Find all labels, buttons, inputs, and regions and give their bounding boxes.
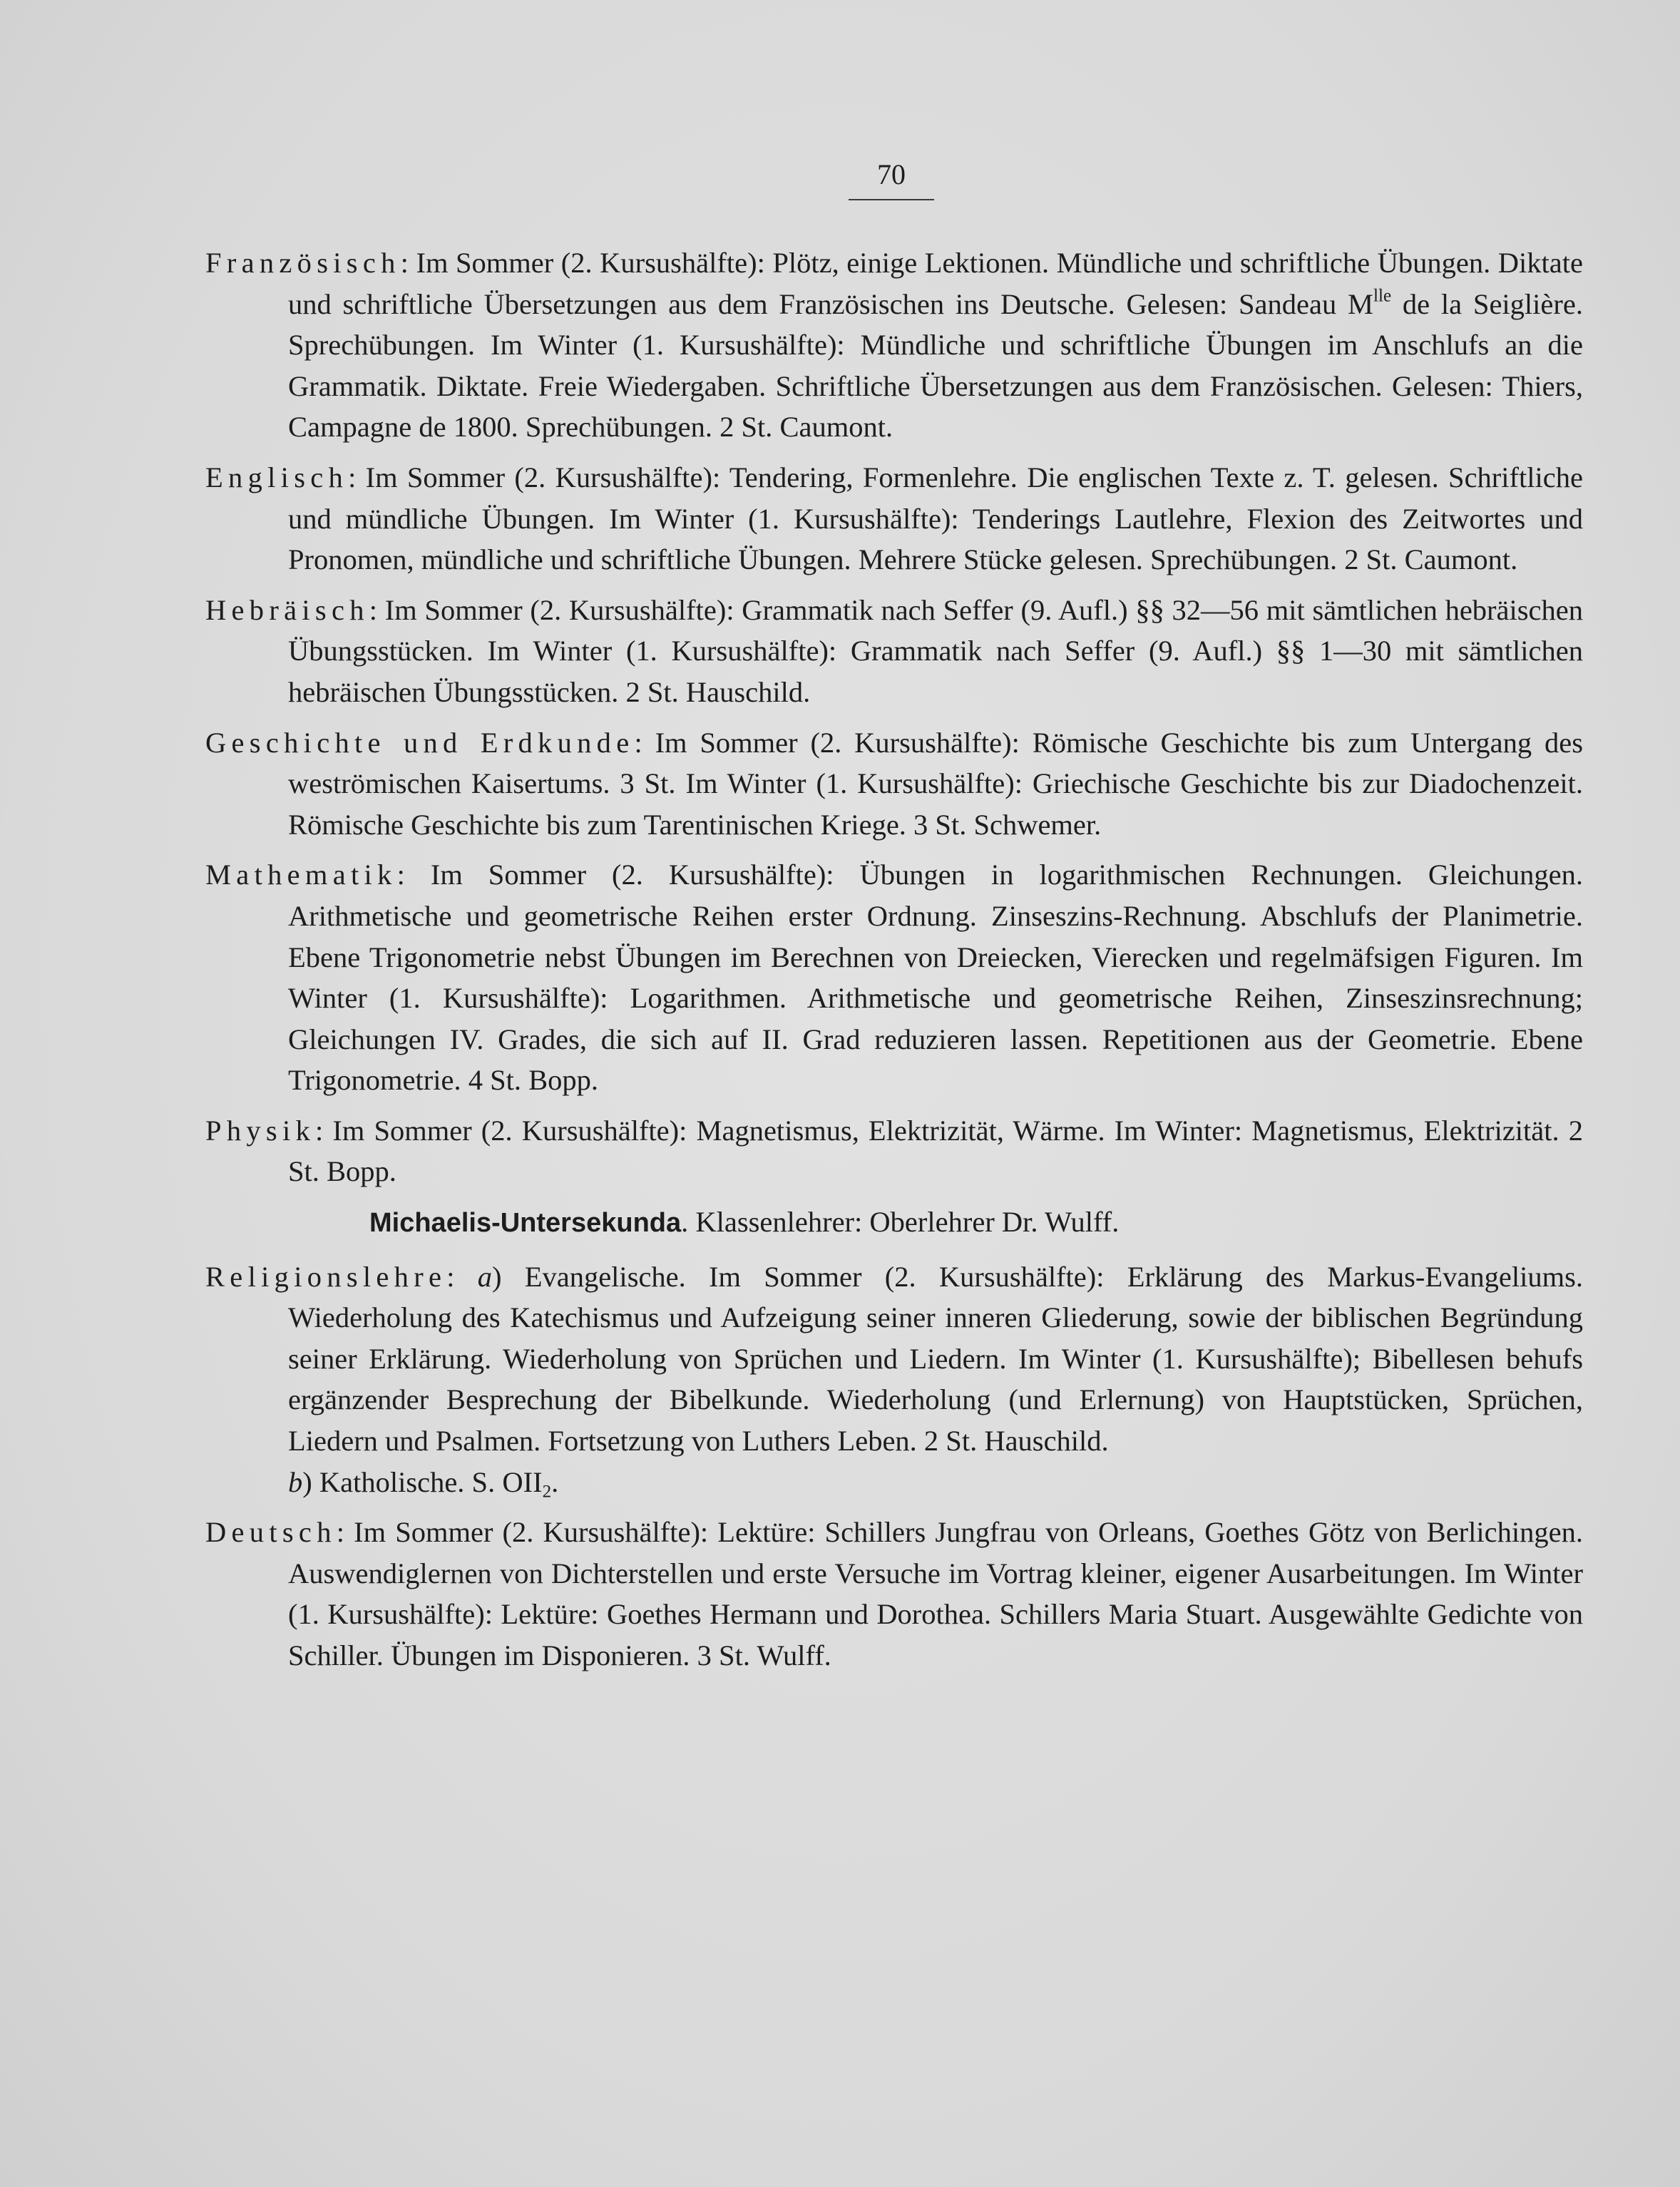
- entry-text: Im Sommer (2. Kursushälfte): Plötz, einige Lektionen. Mündliche und schriftliche Übungen. Diktate und schriftliche Übersetzungen aus dem Französischen ins Deutsche. Gelesen: Sandeau M: [288, 247, 1583, 320]
- subject-label: Physik: [205, 1114, 316, 1147]
- subject-label: Mathematik: [205, 859, 397, 891]
- entry-text-continued: de la Seiglière. Sprechübungen. Im Winter (1. Kursushälfte): Mündliche und schriftliche Übungen im Anschlufs an die Grammatik. Diktate. Freie Wiedergaben. Schriftliche Übersetzungen aus dem Französischen. Gelesen: Thiers, Campagne de 1800. Sprechübungen. 2 St. Caumont.: [288, 287, 1583, 444]
- entry-geschichte: Geschichte und Erdkunde: Im Sommer (2. Kursushälfte): Römische Geschichte bis zum Untergang des weströmischen Kaisertums. 3 St. Im Winter (1. Kursushälfte): Griechische Geschichte bis zur Diadochenzeit. Römische Geschichte bis zum Tarentinischen Kriege. 3 St. Schwemer.: [205, 726, 1583, 841]
- class-name: Michaelis-Untersekunda: [369, 1208, 682, 1239]
- list-marker-b: b: [288, 1465, 303, 1498]
- subject-label: Hebräisch: [205, 593, 369, 626]
- entry-text: Im Sommer (2. Kursushälfte): Magnetismus, Elektrizität, Wärme. Im Winter: Magnetismus, Elektrizität. 2 St. Bopp.: [288, 1114, 1583, 1188]
- entry-text: Im Sommer (2. Kursushälfte): Römische Geschichte bis zum Untergang des weströmischen Kaisertums. 3 St. Im Winter (1. Kursushälfte): Griechische Geschichte bis zur Diadochenzeit. Römische Geschichte bis zum Tarentinischen Kriege. 3 St. Schwemer.: [288, 726, 1583, 841]
- subject-label: Englisch: [205, 461, 349, 493]
- entry-text: Im Sommer (2. Kursushälfte): Grammatik nach Seffer (9. Aufl.) §§ 32—56 mit sämtlichen hebräischen Übungsstücken. Im Winter (1. Kursushälfte): Grammatik nach Seffer (9. Aufl.) §§ 1—30 mit sämtlichen hebräischen Übungsstücken. 2 St. Hauschild.: [288, 593, 1583, 708]
- subject-label: Deutsch: [205, 1516, 337, 1549]
- class-heading: [205, 1202, 1583, 1244]
- entry-hebraeisch: Hebräisch: Im Sommer (2. Kursushälfte): Grammatik nach Seffer (9. Aufl.) §§ 32—56 mit sämtlichen hebräischen Übungsstücken. Im Winter (1. Kursushälfte): Grammatik nach Seffer (9. Aufl.) §§ 1—30 mit sämtlichen hebräischen Übungsstücken. 2 St. Hauschild.: [205, 593, 1583, 708]
- entry-text: Im Sommer (2. Kursushälfte): Lektüre: Schillers Jungfrau von Orleans, Goethes Götz von Berlichingen. Auswendiglernen von Dichterstellen und erste Versuche im Vortrag kleiner, eigener Ausarbeitungen. Im Winter (1. Kursushälfte): Lektüre: Goethes Hermann und Dorothea. Schillers Maria Stuart. Ausgewählte Gedichte von Schiller. Übungen im Disponieren. 3 St. Wulff.: [288, 1516, 1583, 1671]
- entry-mathematik: Mathematik: Im Sommer (2. Kursushälfte): Übungen in logarithmischen Rechnungen. Gleichungen. Arithmetische und geometrische Reihen erster Ordnung. Zinseszins-Rechnung. Abschlufs der Planimetrie. Ebene Trigonometrie nebst Übungen im Berechnen von Dreiecken, Vierecken und regelmäfsigen Figuren. Im Winter (1. Kursushälfte): Logarithmen. Arithmetische und geometrische Reihen, Zinseszinsrechnung; Gleichungen IV. Grades, die sich auf II. Grad reduzieren lassen. Repetitionen aus der Geometrie. Ebene Trigonometrie. 4 St. Bopp.: [205, 859, 1583, 1097]
- entry-deutsch: Deutsch: Im Sommer (2. Kursushälfte): Lektüre: Schillers Jungfrau von Orleans, Goethes Götz von Berlichingen. Auswendiglernen von Dichterstellen und erste Versuche im Vortrag kleiner, eigener Ausarbeitungen. Im Winter (1. Kursushälfte): Lektüre: Goethes Hermann und Dorothea. Schillers Maria Stuart. Ausgewählte Gedichte von Schiller. Übungen im Disponieren. 3 St. Wulff.: [205, 1516, 1583, 1671]
- entry-text-end: .: [551, 1465, 559, 1498]
- entry-text-evangelisch: ) Evangelische. Im Sommer (2. Kursushälfte): Erklärung des Markus-Evangeliums. Wiederholung des Katechismus und Aufzeigung seiner inneren Gliederung, sowie der biblischen Begründung seiner Erklärung. Wiederholung von Sprüchen und Liedern. Im Winter (1. Kursushälfte); Bibellesen behufs ergänzender Besprechung der Bibelkunde. Wiederholung (und Erlernung) von Hauptstücken, Sprüchen, Liedern und Psalmen. Fortsetzung von Luthers Leben. 2 St. Hauschild.: [288, 1260, 1583, 1458]
- class-teacher: . Klassenlehrer: Oberlehrer Dr. Wulff.: [681, 1206, 1120, 1239]
- subscript: 2: [542, 1482, 552, 1502]
- entry-text: Im Sommer (2. Kursushälfte): Übungen in logarithmischen Rechnungen. Gleichungen. Arithmetische und geometrische Reihen erster Ordnung. Zinseszins-Rechnung. Abschlufs der Planimetrie. Ebene Trigonometrie nebst Übungen im Berechnen von Dreiecken, Vierecken und regelmäfsigen Figuren. Im Winter (1. Kursushälfte): Logarithmen. Arithmetische und geometrische Reihen, Zinseszinsrechnung; Gleichungen IV. Grades, die sich auf II. Grad reduzieren lassen. Repetitionen aus der Geometrie. Ebene Trigonometrie. 4 St. Bopp.: [288, 859, 1583, 1097]
- page-number: 70: [849, 160, 934, 200]
- list-marker-a: a: [477, 1260, 493, 1293]
- entry-text-katholisch: ) Katholische. S. OII: [302, 1465, 543, 1498]
- subject-label: Geschichte und Erdkunde: [205, 726, 635, 759]
- entry-englisch: Englisch: Im Sommer (2. Kursushälfte): Tendering, Formenlehre. Die englischen Texte z. T. gelesen. Schriftliche und mündliche Übungen. Im Winter (1. Kursushälfte): Tenderings Lautlehre, Flexion des Zeitwortes und Pronomen, mündliche und schriftliche Übungen. Mehrere Stücke gelesen. Sprechübungen. 2 St. Caumont.: [205, 461, 1583, 576]
- entry-physik: Physik: Im Sommer (2. Kursushälfte): Magnetismus, Elektrizität, Wärme. Im Winter: Magnetismus, Elektrizität. 2 St. Bopp.: [205, 1114, 1583, 1188]
- entry-text: Im Sommer (2. Kursushälfte): Tendering, Formenlehre. Die englischen Texte z. T. gelesen. Schriftliche und mündliche Übungen. Im Winter (1. Kursushälfte): Tenderings Lautlehre, Flexion des Zeitwortes und Pronomen, mündliche und schriftliche Übungen. Mehrere Stücke gelesen. Sprechübungen. 2 St. Caumont.: [288, 461, 1583, 576]
- entry-franzoesisch: Französisch: Im Sommer (2. Kursushälfte): Plötz, einige Lektionen. Mündliche und schriftliche Übungen. Diktate und schriftliche Übersetzungen aus dem Französischen ins Deutsche. Gelesen: Sandeau $M^{lle}$ de la Seiglière. Sprechübungen. Im Winter (1. Kursushälfte): Mündliche und schriftliche Übungen im Anschlufs an die Grammatik. Diktate. Freie Wiedergaben. Schriftliche Übersetzungen aus dem Französischen. Gelesen: Thiers, Campagne de 1800. Sprechübungen. 2 St. Caumont.: [205, 247, 1583, 444]
- page-content: [205, 242, 1583, 1686]
- subject-label: Französisch: [205, 247, 401, 279]
- superscript: lle: [1373, 286, 1392, 306]
- subject-label: Religionslehre: [205, 1260, 447, 1293]
- entry-religionslehre: Religionslehre: a) Evangelische. Im Sommer (2. Kursushälfte): Erklärung des Markus-Evangeliums. Wiederholung des Katechismus und Aufzeigung seiner inneren Gliederung, sowie der biblischen Begründung seiner Erklärung. Wiederholung von Sprüchen und Liedern. Im Winter (1. Kursushälfte); Bibellesen behufs ergänzender Besprechung der Bibelkunde. Wiederholung (und Erlernung) von Hauptstücken, Sprüchen, Liedern und Psalmen. Fortsetzung von Luthers Leben. 2 St. Hauschild. b) Katholische. S. $OII_2$.: [205, 1260, 1583, 1502]
